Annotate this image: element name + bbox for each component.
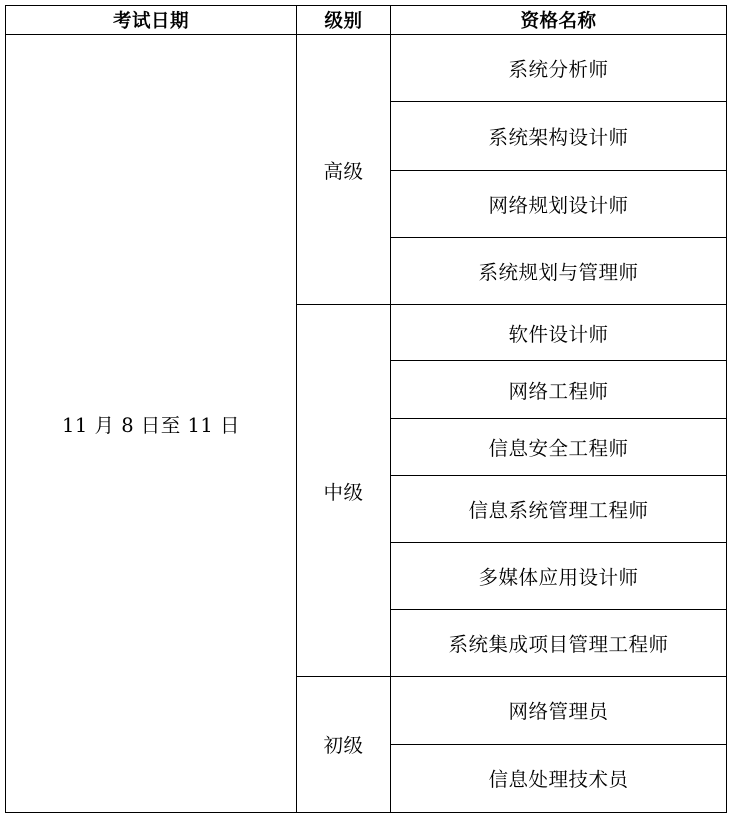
qualification-cell: 软件设计师 [391,305,727,361]
header-qualification-name: 资格名称 [391,6,727,35]
qualification-cell: 网络管理员 [391,676,727,744]
exam-schedule-table [5,5,727,813]
exam-date-cell: 11 月 8 日至 11 日 [6,35,297,813]
qualification-cell: 系统架构设计师 [391,102,727,171]
qualification-cell: 网络工程师 [391,361,727,419]
qualification-cell: 信息系统管理工程师 [391,475,727,542]
qualification-cell: 系统规划与管理师 [391,238,727,305]
level-cell-junior: 初级 [297,676,391,812]
qualification-cell: 信息处理技术员 [391,744,727,812]
qualification-cell: 信息安全工程师 [391,419,727,475]
level-cell-senior: 高级 [297,35,391,305]
table-row [6,35,727,102]
qualification-cell: 网络规划设计师 [391,171,727,238]
header-row [6,6,727,35]
header-level: 级别 [297,6,391,35]
qualification-cell: 系统集成项目管理工程师 [391,609,727,676]
qualification-cell: 系统分析师 [391,35,727,102]
header-exam-date: 考试日期 [6,6,297,35]
level-cell-intermediate: 中级 [297,305,391,676]
qualification-cell: 多媒体应用设计师 [391,542,727,609]
